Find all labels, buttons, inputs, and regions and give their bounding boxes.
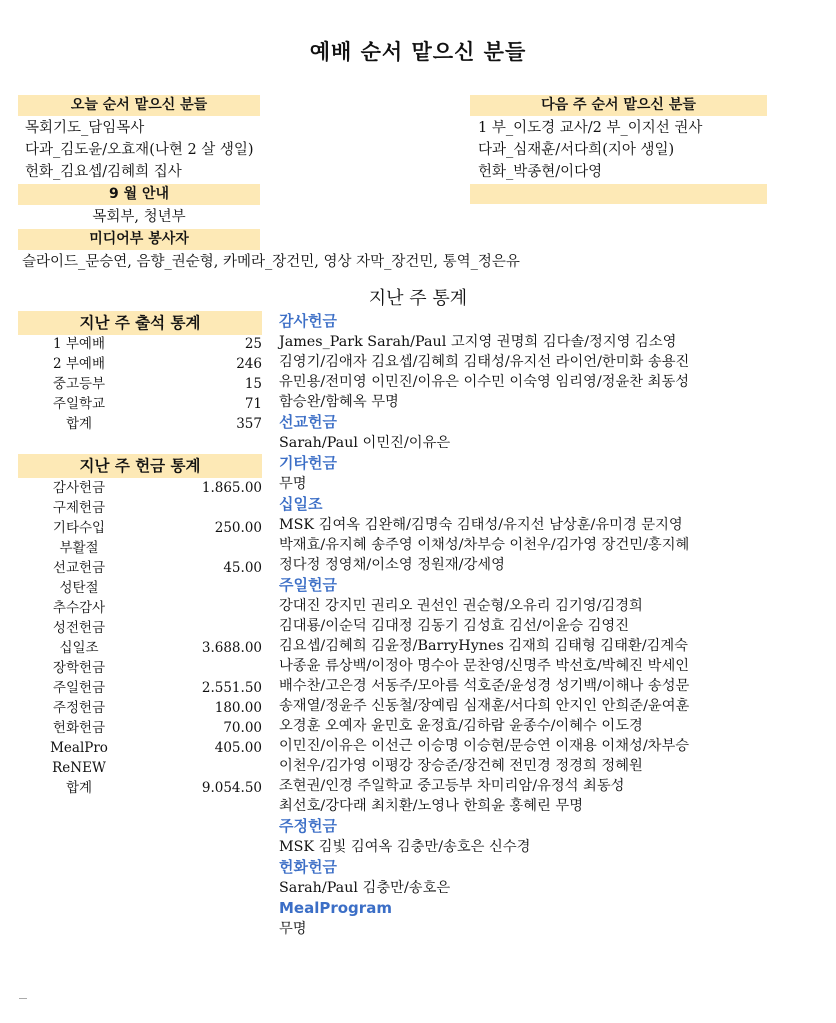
donor-line: 박재효/유지혜 송주영 이채성/차부승 이천우/김가영 장건민/홍지혜 [279,537,690,553]
today-line-2: 다과_김도윤/오효재(나현 2 살 생일) [25,142,254,158]
offering-row [18,738,262,758]
donor-line: 송재열/정윤주 신동철/장예림 심재훈/서다희 안지인 안희준/윤여훈 [279,698,690,714]
attendance-value: 25 [244,336,262,352]
donor-line: MSK 김여옥 김완해/김명숙 김태성/유지선 남상훈/유미경 문지영 [279,517,683,533]
offering-label: 성전헌금 [52,620,106,636]
attendance-value: 71 [244,396,262,412]
offering-label: 장학헌금 [52,660,106,676]
donor-line: 강대진 강지민 권리오 권선인 권순형/오유리 김기영/김경희 [279,598,643,614]
donor-line: 조현권/인경 주일학교 중고등부 차미리암/유정석 최동성 [279,778,625,794]
offering-row [18,778,262,798]
donor-line: 무명 [279,921,307,937]
offering-row [18,498,262,518]
offering-row [18,518,262,538]
donor-line: James_Park Sarah/Paul 고지영 권명희 김다솔/정지영 김소영 [279,334,677,350]
offering-label: 헌화헌금 [52,720,106,736]
offering-row [18,478,262,498]
donor-line: 오경훈 오예자 윤민호 윤정효/김하람 윤종수/이혜수 이도경 [279,718,643,734]
offering-header: 지난 주 헌금 통계 [18,454,262,478]
donor-line: MSK 김빛 김여옥 김충만/송호은 신수경 [279,839,531,855]
next-week-line-2: 다과_심재훈/서다희(지아 생일) [478,142,675,158]
attendance-value: 357 [236,416,262,432]
offering-label: 주정헌금 [52,700,106,716]
offering-row [18,698,262,718]
attendance-row [18,334,262,354]
today-line-1: 목회기도_담임목사 [25,120,145,136]
attendance-header: 지난 주 출석 통계 [18,311,262,335]
donor-line: 나종윤 류상백/이정아 명수아 문찬영/신명주 박선호/박혜진 박세인 [279,658,690,674]
attendance-value: 246 [236,356,262,372]
offering-value: 3.688.00 [201,640,262,656]
donor-line: 최선호/강다래 최치환/노영나 한희윤 홍혜린 무명 [279,798,584,814]
offering-value: 70.00 [223,720,262,736]
donor-section-title: 감사헌금 [279,312,337,330]
offering-row [18,578,262,598]
footer-mark [19,998,27,999]
offering-label: 구제헌금 [52,500,106,516]
donor-section-title: 헌화헌금 [279,858,337,876]
offering-label: 합계 [65,780,93,796]
september-line: 목회부, 청년부 [92,209,186,225]
offering-label: MealPro [50,740,108,756]
offering-row [18,758,262,778]
donor-line: 김요셉/김혜희 김윤정/BarryHynes 김재희 김태형 김태환/김계숙 [279,638,688,654]
attendance-row [18,394,262,414]
offering-value: 45.00 [223,560,262,576]
offering-value: 250.00 [214,520,262,536]
donor-line: Sarah/Paul 이민진/이유은 [279,435,451,451]
attendance-value: 15 [244,376,262,392]
september-header: 9 월 안내 [18,184,260,205]
offering-value: 2.551.50 [201,680,262,696]
today-line-3: 헌화_김요셉/김혜희 집사 [25,164,182,180]
donor-line: 김영기/김애자 김요셉/김혜희 김태성/유지선 라이언/한미화 송용진 [279,354,690,370]
next-week-line-3: 헌화_박종현/이다영 [478,164,603,180]
donor-line: 무명 [279,476,307,492]
donor-line: 배수찬/고은경 서동주/모아름 석호준/윤성경 성기백/이해나 송성문 [279,678,690,694]
media-line: 슬라이드_문승연, 음향_권순형, 카메라_장건민, 영상 자막_장건민, 통역_정은유 [22,254,520,270]
offering-label: 기타수입 [52,520,106,536]
attendance-label: 합계 [65,416,93,432]
offering-row [18,638,262,658]
offering-label: 감사헌금 [52,480,106,496]
donor-section-title: 십일조 [279,495,323,513]
offering-row [18,718,262,738]
offering-value: 1.865.00 [201,480,262,496]
donor-line: 정다정 정영채/이소영 정원재/강세영 [279,557,505,573]
attendance-label: 2 부예배 [52,356,105,372]
attendance-row [18,354,262,374]
next-week-highlight [470,184,767,204]
offering-value: 405.00 [214,740,262,756]
attendance-label: 1 부예배 [52,336,105,352]
donor-line: 이민진/이유은 이선근 이승명 이승현/문승연 이재용 이채성/차부승 [279,738,690,754]
next-week-header: 다음 주 순서 맡으신 분들 [470,95,767,116]
offering-label: 주일헌금 [52,680,106,696]
offering-label: 선교헌금 [52,560,106,576]
donor-line: 이천우/김가영 이평강 장승준/장건혜 전민경 정경희 정혜원 [279,758,643,774]
donor-line: Sarah/Paul 김충만/송호은 [279,880,451,896]
donor-section-title: 주일헌금 [279,576,337,594]
today-header: 오늘 순서 맡으신 분들 [18,95,260,116]
offering-row [18,538,262,558]
offering-value: 180.00 [214,700,262,716]
attendance-row [18,374,262,394]
donor-line: 김대룡/이순덕 김대정 김동기 김성효 김선/이윤승 김영진 [279,618,630,634]
attendance-row [18,414,262,434]
next-week-line-1: 1 부_이도경 교사/2 부_이지선 권사 [478,120,703,136]
donor-line: 함승완/함혜옥 무명 [279,394,399,410]
offering-row [18,678,262,698]
attendance-label: 중고등부 [52,376,106,392]
media-header: 미디어부 봉사자 [18,229,260,250]
donor-section-title: 선교헌금 [279,413,337,431]
stats-title: 지난 주 통계 [368,288,468,309]
offering-label: 부활절 [59,540,99,556]
donor-section-title: MealProgram [279,899,392,917]
offering-label: ReNEW [52,760,106,776]
page-title: 예배 순서 맡으신 분들 [309,40,527,64]
offering-label: 성탄절 [59,580,99,596]
offering-row [18,658,262,678]
donor-section-title: 기타헌금 [279,454,337,472]
offering-label: 십일조 [59,640,99,656]
donor-line: 유민용/전미영 이민진/이유은 이수민 이숙영 임리영/정윤찬 최동성 [279,374,690,390]
offering-row [18,598,262,618]
offering-row [18,618,262,638]
offering-value: 9.054.50 [201,780,262,796]
offering-row [18,558,262,578]
donor-section-title: 주정헌금 [279,817,337,835]
attendance-label: 주일학교 [52,396,106,412]
offering-label: 추수감사 [52,600,106,616]
